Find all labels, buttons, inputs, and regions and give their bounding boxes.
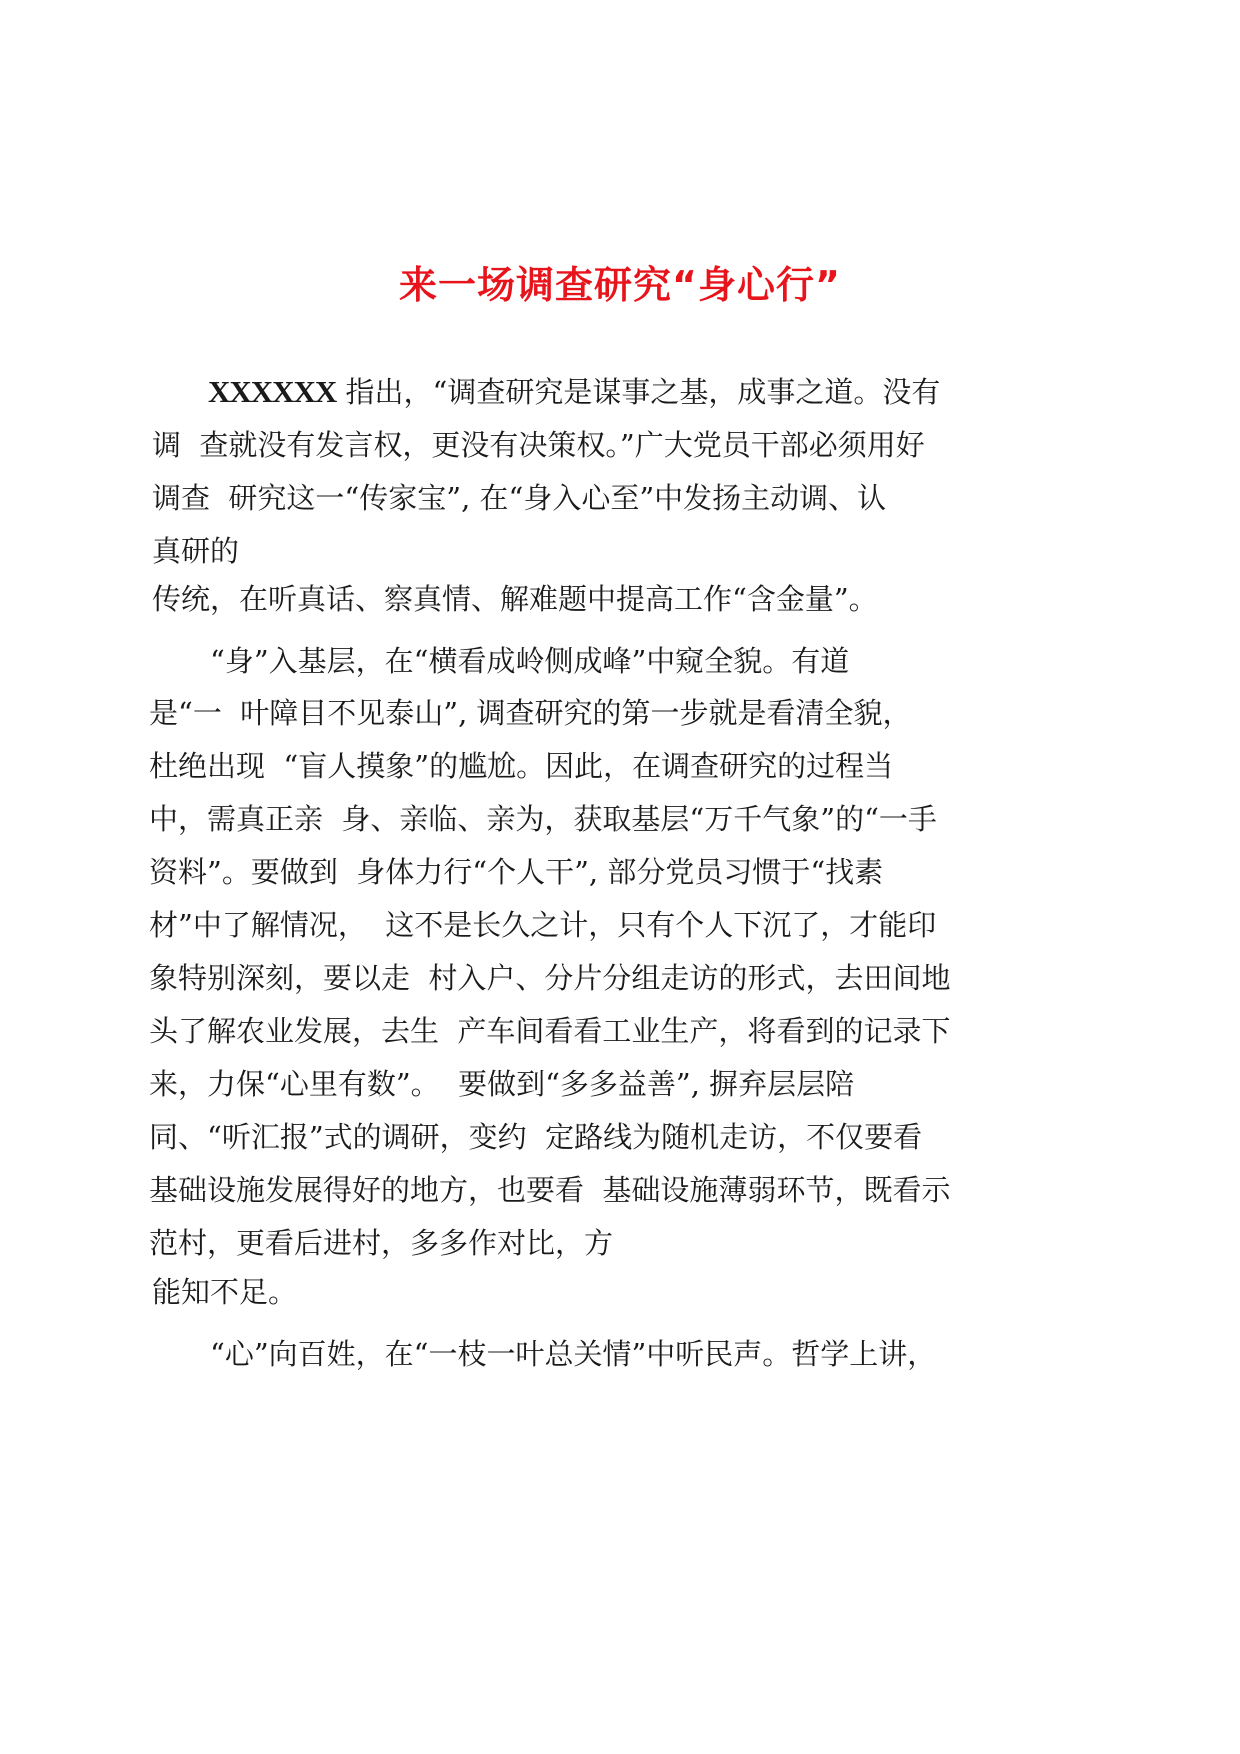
paragraph-2-line-3: 杜绝出现 “盲人摸象”的尴尬。因此，在调查研究的过程当: [149, 749, 894, 783]
paragraph-2-line-4: 中，需真正亲 身、亲临、亲为，获取基层“万千气象”的“一手: [149, 802, 937, 836]
redacted-name: XXXXXX: [208, 374, 337, 409]
paragraph-1-line-2: 调 查就没有发言权，更没有决策权。”广大党员干部必须用好: [152, 428, 925, 462]
paragraph-2-line-10: 同、“听汇报”式的调研，变约 定路线为随机走访，不仅要看: [149, 1120, 923, 1154]
paragraph-2-line-6: 材”中了解情况， 这不是长久之计，只有个人下沉了，才能印: [149, 908, 937, 942]
paragraph-2-line-5: 资料”。要做到 身体力行“个人干”, 部分党员习惯于“找素: [149, 855, 884, 889]
paragraph-2-line-12: 范村，更看后进村，多多作对比，方: [149, 1226, 614, 1260]
line-text: 指出，“调查研究是谋事之基，成事之道。没有: [336, 375, 941, 409]
paragraph-3-line-1: “心”向百姓，在“一枝一叶总关情”中听民声。哲学上讲，: [210, 1337, 937, 1371]
paragraph-1-line-1: [208, 372, 940, 412]
paragraph-2-line-7: 象特别深刻，要以走 村入户、分片分组走访的形式，去田间地: [149, 961, 951, 995]
paragraph-2-line-9: 来，力保“心里有数”。 要做到“多多益善”, 摒弃层层陪: [149, 1067, 855, 1101]
paragraph-1-line-3: 调查 研究这一“传家宝”, 在“身入心至”中发扬主动调、认: [152, 481, 887, 515]
paragraph-2-line-8: 头了解农业发展，去生 产车间看看工业生产，将看到的记录下: [149, 1014, 951, 1048]
paragraph-1-line-5: 传统，在听真话、察真情、解难题中提高工作“含金量”。: [152, 582, 878, 616]
paragraph-2-line-1: “身”入基层，在“横看成岭侧成峰”中窥全貌。有道: [210, 644, 850, 678]
paragraph-2-line-11: 基础设施发展得好的地方，也要看 基础设施薄弱环节，既看示: [149, 1173, 951, 1207]
paragraph-1-line-4: 真研的: [152, 534, 240, 568]
document-title: 来一场调查研究“身心行”: [399, 263, 841, 308]
paragraph-2-line-2: 是“一 叶障目不见泰山”, 调查研究的第一步就是看清全貌，: [149, 696, 912, 730]
paragraph-2-line-13: 能知不足。: [152, 1275, 298, 1309]
